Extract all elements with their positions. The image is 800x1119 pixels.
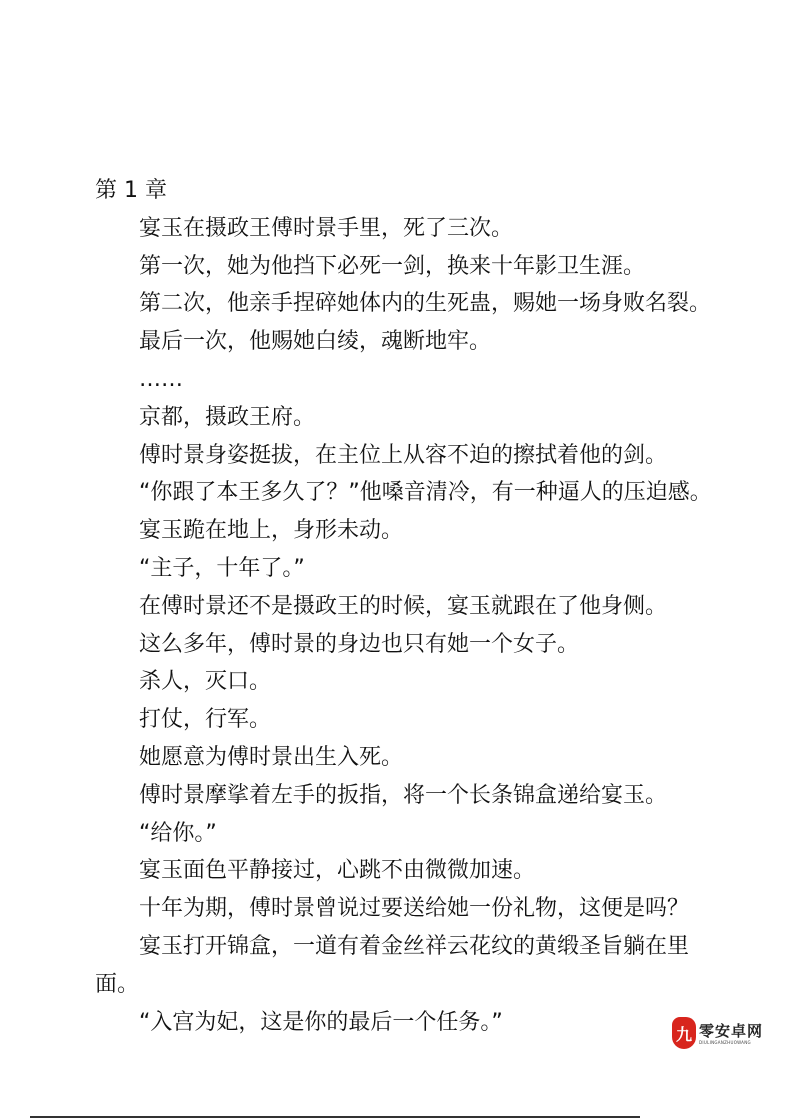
paragraph: 第二次，他亲手捏碎她体内的生死蛊，赐她一场身败名裂。 (139, 291, 712, 317)
paragraph: 十年为期，傅时景曾说过要送给她一份礼物，这便是吗？ (139, 896, 690, 922)
paragraph: 宴玉打开锦盒，一道有着金丝祥云花纹的黄缎圣旨躺在里面。 (95, 933, 690, 997)
paragraph: “给你。” (139, 820, 217, 846)
paragraph: …… (139, 366, 183, 392)
paragraph: 这么多年，傅时景的身边也只有她一个女子。 (139, 631, 580, 657)
paragraph: 宴玉跪在地上，身形未动。 (139, 518, 404, 544)
paragraph: “主子，十年了。” (139, 555, 305, 581)
site-watermark-logo (672, 1017, 763, 1049)
paragraph: 傅时景身姿挺拔，在主位上从容不迫的擦拭着他的剑。 (139, 442, 668, 468)
document-page (95, 172, 715, 1041)
paragraph: “入宫为妃，这是你的最后一个任务。” (139, 1009, 503, 1035)
watermark-subtitle: DIULINGANZHUOWANG (699, 1039, 751, 1045)
page-bottom-divider (30, 1116, 640, 1118)
watermark-name: 零安卓网 (699, 1021, 764, 1040)
paragraph: 最后一次，他赐她白绫，魂断地牢。 (139, 329, 492, 355)
paragraph: “你跟了本王多久了？”他嗓音清冷，有一种逼人的压迫感。 (139, 480, 712, 506)
paragraph: 在傅时景还不是摄政王的时候，宴玉就跟在了他身侧。 (139, 593, 668, 619)
paragraph: 第一次，她为他挡下必死一剑，换来十年影卫生涯。 (139, 253, 646, 279)
paragraph: 她愿意为傅时景出生入死。 (139, 744, 404, 770)
paragraph: 宴玉面色平静接过，心跳不由微微加速。 (139, 858, 536, 884)
chapter-body (95, 210, 715, 1042)
paragraph: 打仗，行军。 (139, 707, 272, 733)
paragraph: 京都，摄政王府。 (139, 404, 316, 430)
watermark-badge-icon: 九 (672, 1017, 696, 1049)
paragraph: 杀人，灭口。 (139, 669, 272, 695)
paragraph: 傅时景摩挲着左手的扳指，将一个长条锦盒递给宴玉。 (139, 782, 668, 808)
chapter-title: 第 1 章 (95, 178, 167, 203)
paragraph: 宴玉在摄政王傅时景手里，死了三次。 (139, 215, 514, 241)
